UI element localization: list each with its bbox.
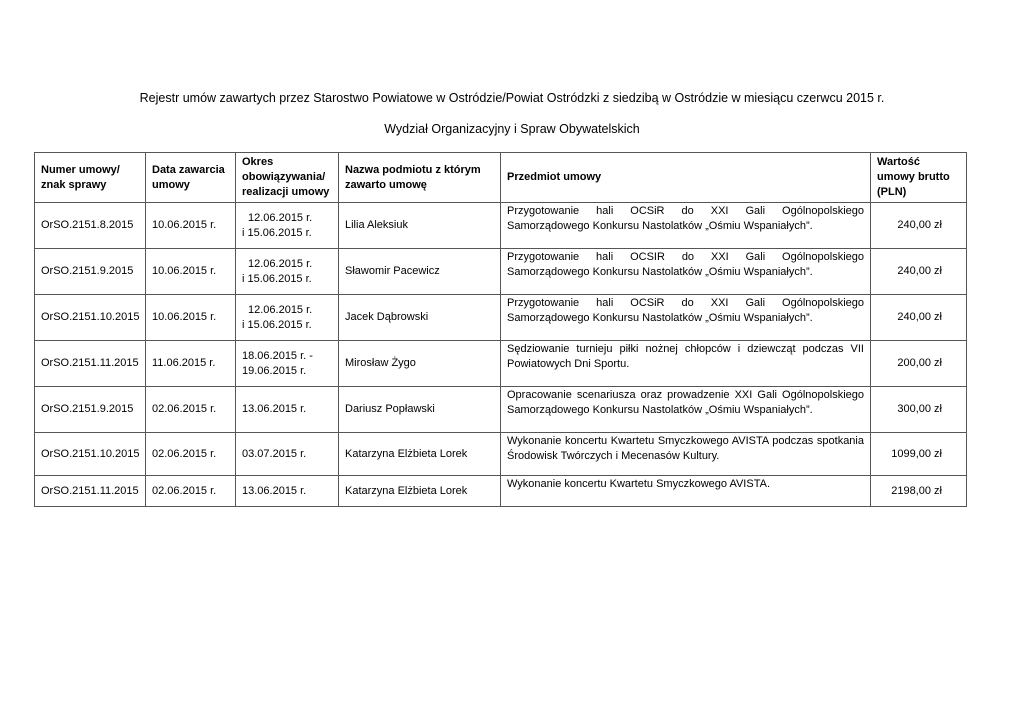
contract-date: 02.06.2015 r. bbox=[146, 387, 236, 433]
period-start: 12.06.2015 r. bbox=[248, 211, 313, 224]
contract-period bbox=[236, 387, 339, 433]
contract-period bbox=[236, 341, 339, 387]
contract-date: 10.06.2015 r. bbox=[146, 295, 236, 341]
contract-date: 02.06.2015 r. bbox=[146, 476, 236, 507]
period-start: 13.06.2015 r. bbox=[242, 484, 307, 497]
table-row bbox=[35, 341, 967, 387]
table-header-row bbox=[35, 153, 967, 203]
contract-value: 200,00 zł bbox=[871, 341, 967, 387]
contract-value: 240,00 zł bbox=[871, 249, 967, 295]
contract-party: Sławomir Pacewicz bbox=[339, 249, 501, 295]
column-header-party: Nazwa podmiotu z którym zawarto umowę bbox=[339, 153, 501, 203]
table-row bbox=[35, 295, 967, 341]
period-end: i 15.06.2015 r. bbox=[242, 318, 312, 331]
contract-period bbox=[236, 203, 339, 249]
contract-subject: Przygotowanie hali OCSIR do XXI Gali Ogólnopolskiego Samorządowego Konkursu Nastolatków „Ośmiu Wspaniałych”. bbox=[501, 249, 871, 295]
department-name: Wydział Organizacyjny i Spraw Obywatelskich bbox=[384, 122, 640, 136]
contract-subject: Przygotowanie hali OCSiR do XXI Gali Ogólnopolskiego Samorządowego Konkursu Nastolatków „Ośmiu Wspaniałych”. bbox=[501, 295, 871, 341]
contract-subject: Sędziowanie turnieju piłki nożnej chłopców i dziewcząt podczas VII Powiatowych Dni Sportu. bbox=[501, 341, 871, 387]
document-title: Rejestr umów zawartych przez Starostwo Powiatowe w Ostródzie/Powiat Ostródzki z siedzibą w Ostródzie w miesiącu czerwcu 2015 r. bbox=[139, 91, 885, 105]
contract-date: 02.06.2015 r. bbox=[146, 433, 236, 476]
period-start: 12.06.2015 r. bbox=[248, 303, 313, 316]
period-end: i 15.06.2015 r. bbox=[242, 272, 312, 285]
contract-party: Katarzyna Elżbieta Lorek bbox=[339, 476, 501, 507]
period-end: 19.06.2015 r. bbox=[242, 364, 307, 377]
contract-date: 10.06.2015 r. bbox=[146, 249, 236, 295]
contract-value: 2198,00 zł bbox=[871, 476, 967, 507]
period-start: 18.06.2015 r. - bbox=[242, 349, 313, 362]
contract-period bbox=[236, 295, 339, 341]
contract-subject: Wykonanie koncertu Kwartetu Smyczkowego AVISTA podczas spotkania Środowisk Twórczych i Mecenasów Kultury. bbox=[501, 433, 871, 476]
column-header-period: Okres obowiązywania/ realizacji umowy bbox=[236, 153, 339, 203]
contract-value: 240,00 zł bbox=[871, 295, 967, 341]
contract-party: Lilia Aleksiuk bbox=[339, 203, 501, 249]
contract-number: OrSO.2151.9.2015 bbox=[35, 249, 146, 295]
contract-number: OrSO.2151.8.2015 bbox=[35, 203, 146, 249]
table-row bbox=[35, 387, 967, 433]
period-end: i 15.06.2015 r. bbox=[242, 226, 312, 239]
contract-period bbox=[236, 249, 339, 295]
contract-subject: Opracowanie scenariusza oraz prowadzenie XXI Gali Ogólnopolskiego Samorządowego Konkursu Nastolatków „Ośmiu Wspaniałych”. bbox=[501, 387, 871, 433]
column-header-date: Data zawarcia umowy bbox=[146, 153, 236, 203]
contract-number: OrSO.2151.11.2015 bbox=[35, 476, 146, 507]
contract-value: 1099,00 zł bbox=[871, 433, 967, 476]
period-start: 12.06.2015 r. bbox=[248, 257, 313, 270]
contract-period bbox=[236, 433, 339, 476]
contract-number: OrSO.2151.10.2015 bbox=[35, 295, 146, 341]
contract-number: OrSO.2151.10.2015 bbox=[35, 433, 146, 476]
period-start: 03.07.2015 r. bbox=[242, 447, 307, 460]
contract-period bbox=[236, 476, 339, 507]
table-row bbox=[35, 203, 967, 249]
contract-number: OrSO.2151.11.2015 bbox=[35, 341, 146, 387]
contracts-table bbox=[34, 152, 967, 507]
contract-date: 10.06.2015 r. bbox=[146, 203, 236, 249]
contract-value: 240,00 zł bbox=[871, 203, 967, 249]
column-header-value: Wartość umowy brutto (PLN) bbox=[871, 153, 967, 203]
contract-party: Katarzyna Elżbieta Lorek bbox=[339, 433, 501, 476]
contract-value: 300,00 zł bbox=[871, 387, 967, 433]
column-header-subject: Przedmiot umowy bbox=[501, 153, 871, 203]
contract-subject: Przygotowanie hali OCSiR do XXI Gali Ogólnopolskiego Samorządowego Konkursu Nastolatków „Ośmiu Wspaniałych”. bbox=[501, 203, 871, 249]
table-row bbox=[35, 249, 967, 295]
column-header-number: Numer umowy/ znak sprawy bbox=[35, 153, 146, 203]
contract-party: Jacek Dąbrowski bbox=[339, 295, 501, 341]
period-start: 13.06.2015 r. bbox=[242, 403, 307, 415]
contract-party: Mirosław Żygo bbox=[339, 341, 501, 387]
contract-number: OrSO.2151.9.2015 bbox=[35, 387, 146, 433]
table-row bbox=[35, 433, 967, 476]
contract-party: Dariusz Popławski bbox=[339, 387, 501, 433]
contract-subject: Wykonanie koncertu Kwartetu Smyczkowego AVISTA. bbox=[501, 476, 871, 507]
contract-date: 11.06.2015 r. bbox=[146, 341, 236, 387]
table-row bbox=[35, 476, 967, 507]
